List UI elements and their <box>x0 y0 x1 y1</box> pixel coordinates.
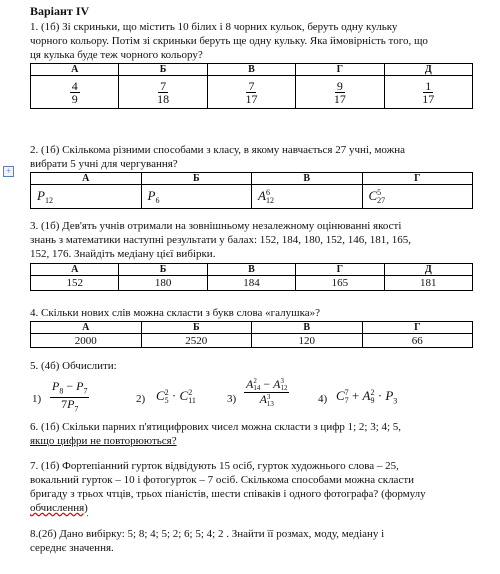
q1-d-numerator: 1 <box>425 78 432 93</box>
q2-header-v: В <box>252 173 363 185</box>
q1-header-v: В <box>207 64 295 76</box>
q2-answer-g: C 5 27 <box>362 185 473 209</box>
q5-expr-2: C 2 5 · C 2 11 <box>156 388 196 406</box>
q2-header-g: Г <box>362 173 473 185</box>
q1-answer-table <box>30 63 473 109</box>
q3-header-v: В <box>207 264 295 276</box>
q3-answer-d: 181 <box>384 276 472 291</box>
q3-answer-v: 184 <box>207 276 295 291</box>
q4-header-b: Б <box>141 322 252 334</box>
q2-answer-b: $P_6$ <box>141 185 252 209</box>
q3-answer-g: 165 <box>296 276 384 291</box>
q1-answer-g <box>296 76 384 109</box>
q3-answer-a: 152 <box>31 276 119 291</box>
q1-text-line2: чорного кольору. Потім зі скриньки беруть ще одну кульку. Яка ймовірність того, що <box>30 35 428 47</box>
q7-text-line2: вокальний гурток – 10 і фотогурток – 7 осіб. Скількома способами можна скласти <box>30 474 415 486</box>
q3-header-a: А <box>31 264 119 276</box>
q5-expr-1: $\frac{P_8 - P_7}{7P_7}$ <box>52 379 88 414</box>
q5-label-4: 4) <box>318 393 328 405</box>
q1-header-b: Б <box>119 64 207 76</box>
q3-header-d: Д <box>384 264 472 276</box>
q4-answer-table <box>30 321 473 348</box>
q5-label-2: 2) <box>136 393 146 405</box>
q1-answer-v <box>207 76 295 109</box>
q5-label-1: 1) <box>32 393 42 405</box>
q6-text-line2: якщо цифри не повторюються? <box>30 435 177 447</box>
q2-answer-a: $P_{12}$ <box>31 185 142 209</box>
q1-header-d: Д <box>384 64 472 76</box>
q1-v-numerator: 7 <box>248 78 255 93</box>
q7-text-line3: бригаду з трьох чтців, трьох піаністів, шести співаків і одного фотографа? (формулу <box>30 488 426 500</box>
q4-answer-g: 66 <box>362 334 473 348</box>
q1-b-numerator: 7 <box>160 78 167 93</box>
q7-text-line4: обчислення) <box>30 502 88 514</box>
q1-text-line3: ця кулька буде теж чорного кольору? <box>30 49 203 61</box>
q1-a-denominator: 9 <box>71 91 78 106</box>
q4-header-v: В <box>252 322 363 334</box>
q1-answer-b <box>119 76 207 109</box>
q5-expressions <box>30 378 470 420</box>
q1-text-line1: 1. (1б) Зі скриньки, що містить 10 білих і 8 чорних кульок, беруть одну кульку <box>30 21 398 33</box>
q4-answer-a: 2000 <box>31 334 142 348</box>
q1-a-numerator: 4 <box>71 78 78 93</box>
q7-text-line1: 7. (1б) Фортепіанний гурток відвідують 15 осіб, гурток художнього слова – 25, <box>30 460 399 472</box>
q3-header-b: Б <box>119 264 207 276</box>
q2-text-line2: вибрати 5 учні для чергування? <box>30 158 178 170</box>
q2-header-a: А <box>31 173 142 185</box>
q5-expr-4: C 7 7 + A 2 9 · $P_3$ <box>336 388 398 406</box>
q5-expr-3: A 2 14 − A 3 12 A 3 13 <box>246 377 288 408</box>
q8-text-line2: середнє значення. <box>30 542 114 554</box>
q1-answer-a <box>31 76 119 109</box>
q5-label-3: 3) <box>227 393 237 405</box>
q3-header-g: Г <box>296 264 384 276</box>
q4-answer-v: 120 <box>252 334 363 348</box>
q4-text-line1: 4. Скільки нових слів можна скласти з букв слова «галушка»? <box>30 307 321 319</box>
q3-text-line3: 152, 176. Знайдіть медіану цієї вибірки. <box>30 248 216 260</box>
q1-header-a: А <box>31 64 119 76</box>
q8-text-line1: 8.(2б) Дано вибірку: 5; 8; 4; 5; 2; 6; 5; 4; 2 . Знайти її розмах, моду, медіану і <box>30 528 385 540</box>
q1-b-denominator: 18 <box>157 91 170 106</box>
q2-header-b: Б <box>141 173 252 185</box>
q5-intro: 5. (4б) Обчислити: <box>30 360 117 372</box>
q1-g-numerator: 9 <box>336 78 343 93</box>
q2-answer-table <box>30 172 473 209</box>
q3-text-line2: знань з математики наступні результати у балах: 152, 184, 180, 152, 146, 181, 165, <box>30 234 412 246</box>
q1-d-denominator: 17 <box>422 91 435 106</box>
q1-header-g: Г <box>296 64 384 76</box>
table-move-handle-icon[interactable]: + <box>3 166 14 177</box>
q3-answer-b: 180 <box>119 276 207 291</box>
q1-answer-d <box>384 76 472 109</box>
q4-answer-b: 2520 <box>141 334 252 348</box>
q4-header-g: Г <box>362 322 473 334</box>
q6-text-line1: 6. (1б) Скільки парних п'ятицифрових чисел можна скласти з цифр 1; 2; 3; 4; 5, <box>30 421 402 433</box>
q3-answer-table <box>30 263 473 291</box>
q2-answer-v: A 6 12 <box>252 185 363 209</box>
variant-title: Варіант IV <box>30 4 90 18</box>
q1-g-denominator: 17 <box>333 91 346 106</box>
q2-text-line1: 2. (1б) Скількома різними способами з класу, в якому навчається 27 учні, можна <box>30 144 405 156</box>
q1-v-denominator: 17 <box>245 91 258 106</box>
q3-text-line1: 3. (1б) Дев'ять учнів отримали на зовнішньому незалежному оцінюванні якості <box>30 220 402 232</box>
q4-header-a: А <box>31 322 142 334</box>
